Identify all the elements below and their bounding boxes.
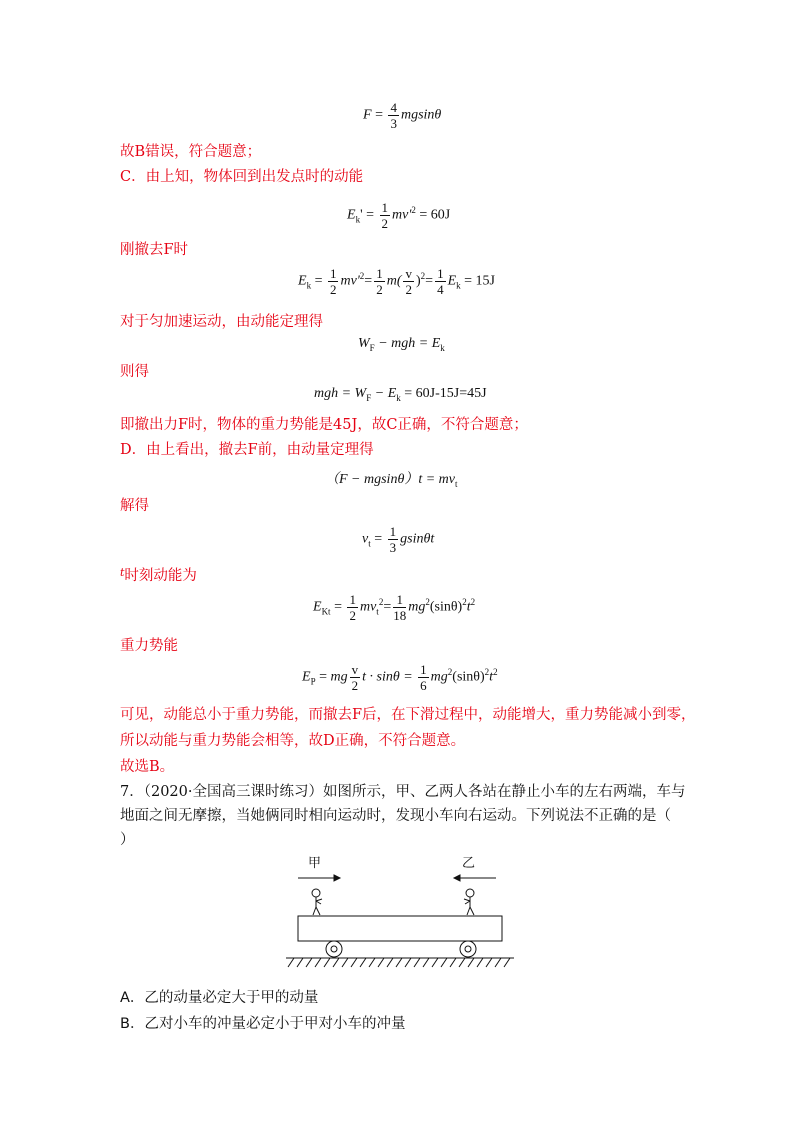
eq8-rest-sup: 2 xyxy=(425,597,430,608)
eq3-close-sup: 2 xyxy=(420,271,426,282)
eq3-num: 1 xyxy=(329,266,337,281)
eq9-rest-sup: 2 xyxy=(447,667,453,678)
eq2-sup: 2 xyxy=(411,205,416,216)
eq5-a: mgh = W xyxy=(314,386,367,401)
line-c-conclusion: 即撤出力F时，物体的重力势能是45J，故C正确，不符合题意； xyxy=(120,417,528,433)
wheel-left-icon xyxy=(326,941,342,957)
eq3-q-den: 4 xyxy=(437,282,444,297)
eq3-lhs: E xyxy=(298,273,307,289)
eq4-a: W xyxy=(358,336,370,351)
eq9-mg: mg xyxy=(330,669,348,685)
eq2-den: 2 xyxy=(381,216,388,231)
option-b: B．乙对小车的冲量必定小于甲对小车的冲量 xyxy=(120,1016,406,1032)
eq4-b: − mgh = E xyxy=(374,336,441,351)
equation-ekt: $E_{Kt}$ = $\frac{1}{2}$ $mv_t^2=$ $\frac{1}{18}$ $mg^2(\sin\theta)^2t^2$ xyxy=(313,592,476,623)
eq2-lhs: E xyxy=(347,207,356,223)
equation-ek-return xyxy=(347,200,450,231)
line-b-wrong: 故B错误，符合题意； xyxy=(120,144,262,160)
eq9-num: 1 xyxy=(420,662,427,677)
line-conclusion-1: 可见，动能总小于重力势能，而撤去F后，在下滑过程中，动能增大，重力势能减小到零， xyxy=(120,707,696,723)
eq6-text: （F − mgsinθ）t = mv xyxy=(325,472,455,487)
eq8-mid: mv xyxy=(359,599,377,615)
eq3-den: 2 xyxy=(329,282,337,297)
arrow-left-icon xyxy=(454,875,496,881)
eq1-den: 3 xyxy=(390,116,397,131)
eq3-frac-q xyxy=(435,266,446,297)
eq3-frac-1 xyxy=(328,266,339,297)
eq3-num-2: 1 xyxy=(376,266,383,281)
equation-ep: $E_P$ = mg $\frac{v}{2}$ t · sinθ = $\frac{1}{6}$ $mg^2(\sin\theta)^2t^2$ xyxy=(302,662,498,693)
eq5-sub-a: F xyxy=(366,392,372,403)
eq8-sin: (sinθ) xyxy=(429,599,463,615)
wheel-right-icon xyxy=(460,941,476,957)
eq8-t: t xyxy=(466,599,471,615)
eq1-rest: mgsinθ xyxy=(400,107,442,123)
eq9-frac xyxy=(418,662,429,693)
eq8-mid-sub: t xyxy=(376,606,379,617)
eq3-result: = 15J xyxy=(460,273,495,289)
eq8-frac-1 xyxy=(347,592,358,623)
question-7-line-1: 7．（2020·全国高三课时练习）如图所示，甲、乙两人各站在静止小车的左右两端，车与 xyxy=(120,784,686,800)
cart-figure xyxy=(284,855,516,973)
eq2-result: = 60J xyxy=(415,207,451,223)
eq4-sub-b: k xyxy=(440,342,445,353)
eq1-num: 4 xyxy=(390,100,397,115)
eq5-sub-b: k xyxy=(396,392,401,403)
line-potential: 重力势能 xyxy=(120,638,178,654)
eq8-lhs: E xyxy=(313,599,322,615)
line-then: 则得 xyxy=(120,364,149,380)
option-a: A．乙的动量必定大于甲的动量 xyxy=(120,990,319,1006)
eq3-close: ) xyxy=(415,273,421,289)
eq5-result: = 60J-15J=45J xyxy=(400,386,487,401)
eq8-mid-sup: 2 xyxy=(378,597,384,608)
eq9-lhs-sub: P xyxy=(310,676,316,687)
eq2-rest: mv' xyxy=(392,207,412,223)
line-solve: 解得 xyxy=(120,498,149,514)
cart-diagram xyxy=(284,855,516,973)
eq3-v-den: 2 xyxy=(405,282,412,297)
line-remove-f: 刚撤去F时 xyxy=(120,242,189,258)
equation-force: F = $\frac{4}{3}$ mgsinθ xyxy=(363,100,442,131)
person-yi-icon xyxy=(464,889,474,915)
eq9-lhs: E xyxy=(302,669,311,685)
eq9-sin-sup: 2 xyxy=(484,667,490,678)
line-d-intro: D．由上看出，撤去F前，由动量定理得 xyxy=(120,442,374,458)
eq8-den2: 18 xyxy=(393,608,407,623)
eq8-den: 2 xyxy=(349,608,356,623)
line-t-ke xyxy=(120,566,197,587)
eq2-fraction xyxy=(380,200,391,231)
eq1-fraction xyxy=(388,100,399,131)
question-7-line-2: 地面之间无摩擦，当她俩同时相向运动时，发现小车向右运动。下列说法不正确的是（ xyxy=(120,808,671,824)
equation-mgh xyxy=(314,386,487,403)
eq3-lhs-sub: k xyxy=(306,280,312,291)
eq9-mid: t · sinθ = xyxy=(362,669,417,685)
eq8-num2: 1 xyxy=(393,592,406,608)
line-t-ke-text: 时刻动能为 xyxy=(124,568,197,584)
eq9-rest: mg xyxy=(430,669,448,685)
equation-work-energy xyxy=(358,336,445,353)
label-jia: 甲 xyxy=(308,856,322,871)
ground-hatch xyxy=(286,958,514,967)
eq2-num: 1 xyxy=(381,200,388,215)
eq8-num: 1 xyxy=(349,592,356,607)
eq2-equals: = xyxy=(362,207,378,223)
line-c-intro: C．由上知，物体回到出发点时的动能 xyxy=(120,169,364,185)
line-uniform: 对于匀加速运动，由动能定理得 xyxy=(120,314,323,330)
eq4-sub-a: F xyxy=(369,342,375,353)
eq3-v-num: v xyxy=(405,266,412,281)
eq3-ek-sub: k xyxy=(456,280,461,291)
eq7-den: 3 xyxy=(389,540,397,555)
eq9-sin: (sinθ) xyxy=(452,669,485,685)
eq8-rest: mg xyxy=(408,599,426,615)
eq9-v-num: v xyxy=(351,662,359,677)
eq6-sub: t xyxy=(455,478,458,489)
equation-vt: $v_t$ = $\frac{1}{3}$ gsinθt xyxy=(362,524,435,555)
eq9-den: 6 xyxy=(420,678,427,693)
eq2-lhs-sub: k xyxy=(355,214,361,225)
equation-ek-removal: $E_k$ = $\frac{1}{2}$ $mv'^2=$ $\frac{1}{2}$ m( $\frac{v}{2}$ )$^2$= $\frac{1}{4}$ $E_k = 15J$ xyxy=(298,266,495,297)
eq8-t-sup: 2 xyxy=(470,597,476,608)
eq9-v-den: 2 xyxy=(351,678,359,693)
label-yi: 乙 xyxy=(462,856,476,871)
line-t-var: t xyxy=(120,566,125,579)
eq8-sin-sup: 2 xyxy=(462,597,467,608)
eq7-fraction xyxy=(388,524,399,555)
eq3-frac-2 xyxy=(374,266,385,297)
line-conclusion-2: 所以动能与重力势能会相等，故D正确，不符合题意。 xyxy=(120,733,466,749)
eq1-lhs: F xyxy=(363,107,372,123)
eq7-lhs-sub: t xyxy=(368,538,371,549)
eq8-lhs-sub: Kt xyxy=(321,606,331,617)
eq3-mid: mv' xyxy=(340,273,360,289)
person-jia-icon xyxy=(312,889,322,915)
eq3-den-2: 2 xyxy=(376,282,383,297)
eq7-rest: gsinθt xyxy=(400,531,435,547)
eq7-lhs: v xyxy=(362,531,369,547)
eq9-frac-v xyxy=(350,662,361,693)
eq3-m-open: m( xyxy=(386,273,402,289)
eq9-t: t xyxy=(489,669,494,685)
eq9-t-sup: 2 xyxy=(493,667,498,678)
eq2-prime: ' xyxy=(360,207,363,223)
eq3-ek: E xyxy=(447,273,457,289)
eq7-num: 1 xyxy=(389,524,397,539)
eq3-mid-sup: 2 xyxy=(359,271,365,282)
eq5-b: − E xyxy=(371,386,397,401)
arrow-right-icon xyxy=(298,875,340,881)
eq8-frac-2 xyxy=(393,592,406,623)
cart-body xyxy=(298,916,502,941)
question-7-line-3: ） xyxy=(120,832,135,848)
line-answer: 故选B。 xyxy=(120,759,175,775)
eq3-q-num: 1 xyxy=(437,266,444,281)
equation-momentum xyxy=(325,468,458,489)
eq3-frac-v xyxy=(403,266,414,297)
